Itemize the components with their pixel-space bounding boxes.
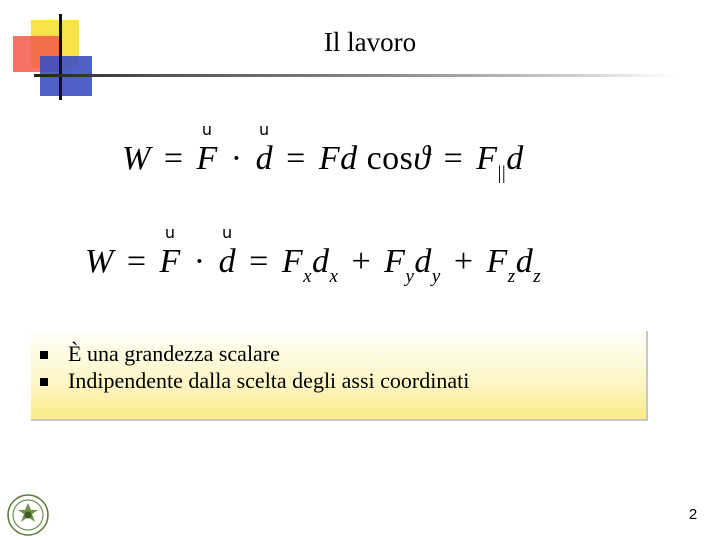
formula-work-dot-product (122, 120, 524, 185)
bullet-text: Indipendente dalla scelta degli assi coordinati (68, 368, 470, 393)
bullet-square-icon (40, 351, 48, 359)
f2-vector-d (218, 223, 237, 281)
f2-fz: F (486, 243, 508, 280)
formula-work-components (85, 223, 542, 288)
f1-f: F (196, 140, 218, 177)
f1-dot: · (230, 140, 243, 177)
vector-arrow-icon: u (259, 120, 270, 139)
f2-dz: d (515, 243, 534, 280)
f1-cos: cos (366, 140, 414, 177)
f1-vector-d (255, 120, 274, 178)
f2-d: d (218, 243, 237, 280)
f2-dot: · (193, 243, 206, 280)
vector-arrow-icon: u (222, 223, 233, 242)
f2-fy-sub: y (405, 266, 415, 287)
f1-eq-1: = (163, 140, 184, 177)
f1-f-parallel: F (476, 140, 498, 177)
f2-dy: d (414, 243, 432, 280)
page-number: 2 (688, 506, 698, 523)
vector-arrow-icon: u (164, 223, 176, 242)
f1-fd: Fd (318, 140, 358, 177)
f1-vector-f (196, 120, 218, 178)
bullet-item (40, 340, 469, 367)
f2-dx-sub: x (329, 266, 339, 287)
f2-fx-sub: x (303, 266, 313, 287)
f2-dy-sub: y (431, 266, 441, 287)
f2-plus-2: + (453, 243, 474, 280)
bullet-square-icon (40, 378, 48, 386)
f1-w: W (122, 140, 151, 177)
bullet-box (31, 331, 648, 421)
bullet-item (40, 367, 469, 394)
f2-fy: F (384, 243, 406, 280)
f2-w: W (85, 243, 114, 280)
f1-eq-2: = (286, 140, 306, 177)
university-seal-icon (6, 493, 50, 537)
bullet-text: È una grandezza scalare (68, 341, 280, 366)
f2-vector-f (159, 223, 181, 281)
f1-d: d (255, 140, 274, 177)
bullet-list (40, 340, 469, 394)
f2-f: F (159, 243, 181, 280)
vector-arrow-icon: u (201, 120, 213, 139)
f2-dx: d (312, 243, 330, 280)
title-underline (34, 74, 674, 77)
f2-fz-sub: z (507, 266, 516, 287)
f2-eq-1: = (126, 243, 147, 280)
f1-eq-3: = (443, 140, 464, 177)
f2-eq-2: = (249, 243, 269, 280)
f2-dz-sub: z (533, 266, 542, 287)
f2-plus-1: + (351, 243, 372, 280)
slide-title: Il lavoro (323, 27, 417, 57)
f2-fx: F (281, 243, 304, 280)
f1-d-end: d (506, 140, 524, 177)
f1-theta: ϑ (413, 140, 431, 177)
f1-parallel-sub: || (497, 163, 507, 184)
